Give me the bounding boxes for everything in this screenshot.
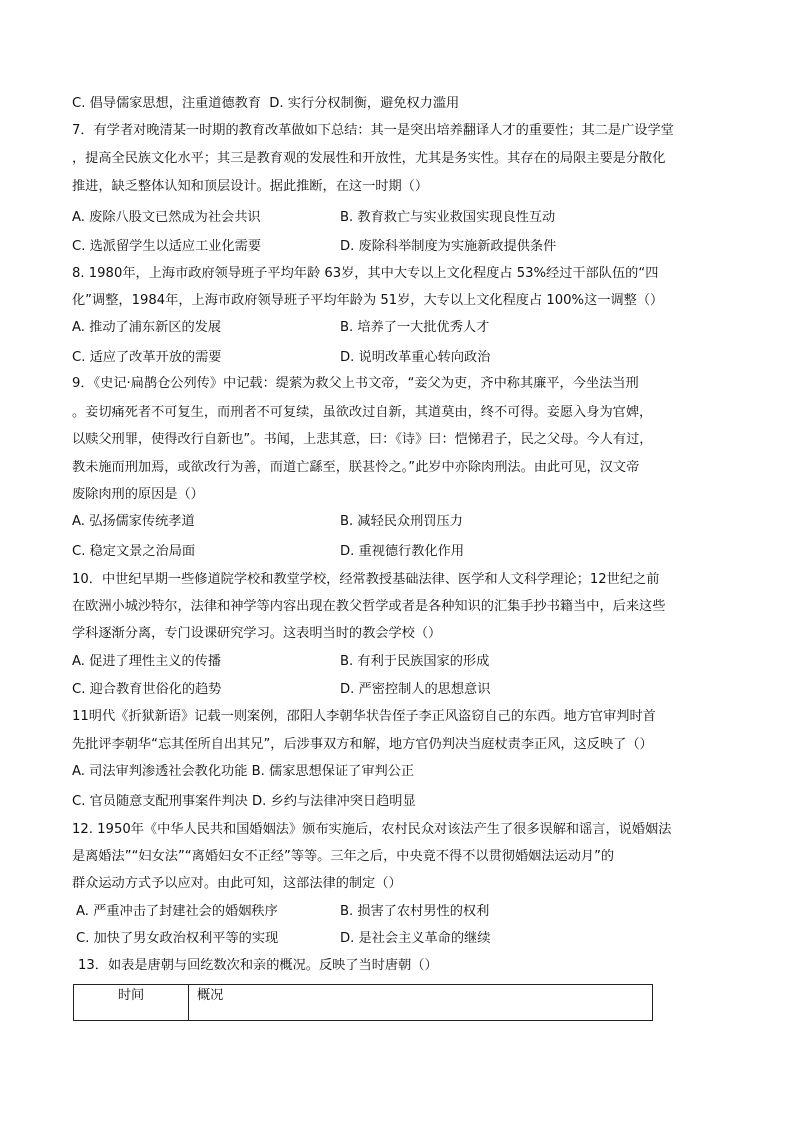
q6-option-c: C. 倡导儒家思想，注重道德教育 xyxy=(72,96,262,111)
q10-stem-line-3: 学科逐渐分离，专门设课研究学习。这表明当时的教会学校（） xyxy=(72,626,442,641)
q9-stem-line-4: 教未施而刑加焉，或欲改行为善，而道亡繇至，朕甚怜之。”此岁中亦除肉刑法。由此可见，汉文帝 xyxy=(72,460,640,475)
q7-option-d: D. 废除科举制度为实施新政提供条件 xyxy=(340,239,557,254)
q11-options-line-2: C. 官员随意支配刑事案件判决 D. 乡约与法律冲突日趋明显 xyxy=(72,794,416,809)
q8-option-a: A. 推动了浦东新区的发展 xyxy=(72,320,222,335)
q12-stem-line-2: 是离婚法”“妇女法”“离婚妇女不正经”等等。三年之后，中央竟不得不以贯彻婚姻法运动月”的 xyxy=(72,849,615,864)
q12-option-d: D. 是社会主义革命的继续 xyxy=(340,931,491,946)
q7-option-a: A. 废除八股文已然成为社会共识 xyxy=(72,210,261,225)
q10-options-cd xyxy=(72,682,712,702)
q12-stem-line-1: 12. 1950年《中华人民共和国婚姻法》颁布实施后，农村民众对该法产生了很多误解和谣言，说婚姻法 xyxy=(72,822,672,837)
q7-stem-line-2: ，提高全民族文化水平；其三是教育观的发展性和开放性，尤其是务实性。其存在的局限主要是分散化 xyxy=(72,151,666,166)
q9-stem-line-5: 废除肉刑的原因是（） xyxy=(72,487,204,502)
q10-options-ab xyxy=(72,654,712,674)
q12-options-ab xyxy=(72,904,712,924)
q11-stem-line-1: 11明代《折狱新语》记载一则案例，邵阳人李朝华状告侄子李正风盗窃自己的东西。地方官审判时首 xyxy=(72,709,656,724)
q9-options-ab xyxy=(72,514,712,534)
q13-table-header-time: 时间 xyxy=(74,985,189,1021)
q6-options-cd xyxy=(72,96,712,113)
q8-options-ab xyxy=(72,320,712,340)
q7-options-ab xyxy=(72,210,712,230)
q12-options-cd xyxy=(72,931,712,951)
q9-stem-line-3: 以赎父刑罪，使得改行自新也”。书闻，上悲其意，曰：《诗》曰：恺悌君子，民之父母。今人有过， xyxy=(72,432,653,447)
q10-stem-line-1: 10．中世纪早期一些修道院学校和教堂学校，经常教授基础法律、医学和人文科学理论；12世纪之前 xyxy=(72,572,660,587)
q7-option-b: B. 教育救亡与实业救国实现良性互动 xyxy=(340,210,556,225)
q7-option-c: C. 选派留学生以适应工业化需要 xyxy=(72,239,262,254)
q13-stem: 13．如表是唐朝与回纥数次和亲的概况。反映了当时唐朝（） xyxy=(78,958,438,973)
q7-options-cd xyxy=(72,239,712,259)
q7-stem-line-3: 推进，缺乏整体认知和顶层设计。据此推断，在这一时期（） xyxy=(72,179,429,194)
q9-option-b: B. 减轻民众刑罚压力 xyxy=(340,514,463,529)
q11-stem-line-2: 先批评李朝华“忘其侄所自出其兄”，后涉事双方和解，地方官仍判决当庭杖责李正风，这反映了（） xyxy=(72,737,653,752)
q10-option-c: C. 迎合教育世俗化的趋势 xyxy=(72,682,222,697)
q10-option-b: B. 有利于民族国家的形成 xyxy=(340,654,490,669)
q8-option-b: B. 培养了一大批优秀人才 xyxy=(340,320,490,335)
q8-stem-line-1: 8. 1980年，上海市政府领导班子平均年龄 63岁，其中大专以上文化程度占 53%经过干部队伍的“四 xyxy=(72,266,659,281)
q9-options-cd xyxy=(72,544,712,564)
q10-option-d: D. 严密控制人的思想意识 xyxy=(340,682,491,697)
q8-options-cd xyxy=(72,350,712,370)
q13-table-header-row xyxy=(74,985,653,1021)
q11-options-line-1: A. 司法审判渗透社会教化功能 B. 儒家思想保证了审判公正 xyxy=(72,764,415,779)
q10-option-a: A. 促进了理性主义的传播 xyxy=(72,654,222,669)
q13-table-header-overview: 概况 xyxy=(189,985,653,1021)
q6-option-d: D. 实行分权制衡，避免权力滥用 xyxy=(269,96,460,111)
q12-option-a: A. 严重冲击了封建社会的婚姻秩序 xyxy=(76,904,278,919)
q9-option-d: D. 重视德行教化作用 xyxy=(340,544,465,559)
q13-table xyxy=(73,984,653,1021)
q12-stem-line-3: 群众运动方式予以应对。由此可知，这部法律的制定（） xyxy=(72,876,402,891)
q12-option-c: C. 加快了男女政治权利平等的实现 xyxy=(76,931,279,946)
q9-stem-line-1: 9．《史记·扁鹊仓公列传》中记载：缇萦为救父上书文帝，“妾父为吏，齐中称其廉平，今坐法当刑 xyxy=(72,376,639,391)
q8-option-d: D. 说明改革重心转向政治 xyxy=(340,350,491,365)
q8-option-c: C. 适应了改革开放的需要 xyxy=(72,350,222,365)
q12-option-b: B. 损害了农村男性的权利 xyxy=(340,904,490,919)
q7-stem-line-1: 7．有学者对晚清某一时期的教育改革做如下总结：其一是突出培养翻译人才的重要性；其二是广设学堂 xyxy=(72,123,674,138)
q9-option-a: A. 弘扬儒家传统孝道 xyxy=(72,514,195,529)
q9-stem-line-2: 。妾切痛死者不可复生，而刑者不可复续，虽欲改过自新，其道莫由，终不可得。妾愿入身为官婢， xyxy=(72,405,653,420)
q10-stem-line-2: 在欧洲小城沙特尔，法律和神学等内容出现在教父哲学或者是各种知识的汇集手抄书籍当中，后来这些 xyxy=(72,599,666,614)
q8-stem-line-2: 化”调整，1984年，上海市政府领导班子平均年龄为 51岁，大专以上文化程度占 100%这一调整（） xyxy=(72,293,664,308)
q9-option-c: C. 稳定文景之治局面 xyxy=(72,544,196,559)
